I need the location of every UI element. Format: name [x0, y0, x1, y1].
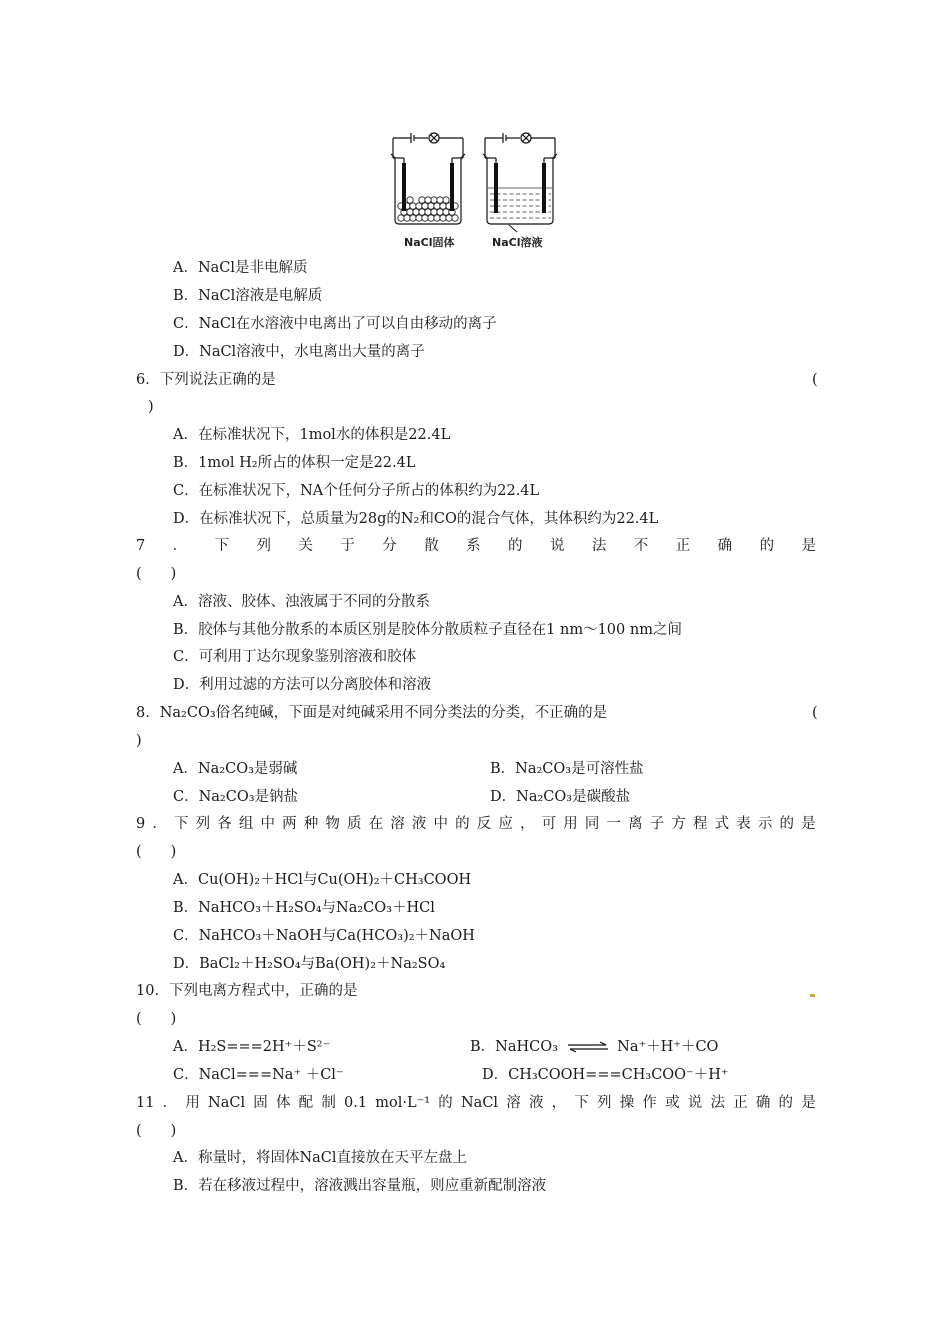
q6-stem: 6．下列说法正确的是 [136, 372, 276, 388]
q9-stem: 9 ． 下 列 各 组 中 两 种 物 质 在 溶 液 中 的 反 应 ， 可 用 同 一 离 子 方 程 式 表 示 的 是 [136, 816, 816, 832]
q8-option-d: D．Na₂CO₃是碳酸盐 [490, 789, 631, 805]
q7-paren: ( ) [136, 566, 177, 582]
q6-option-c: C．在标准状况下，NA个任何分子所占的体积约为22.4L [173, 483, 540, 499]
q11-option-b: B．若在移液过程中，溶液溅出容量瓶，则应重新配制溶液 [173, 1178, 547, 1194]
label-nacl-solid: NaCl固体 [404, 236, 455, 249]
q7-stem: 7 ． 下 列 关 于 分 散 系 的 说 法 不 正 确 的 是 [136, 538, 816, 554]
q8-option-c: C．Na₂CO₃是钠盐 [173, 789, 299, 805]
q9-option-d: D．BaCl₂＋H₂SO₄与Ba(OH)₂＋Na₂SO₄ [173, 956, 446, 972]
conductivity-diagram [383, 128, 563, 233]
q11-option-a: A．称量时，将固体NaCl直接放在天平左盘上 [173, 1150, 468, 1166]
q9-paren: ( ) [136, 844, 177, 860]
q5-option-b: B．NaCl溶液是电解质 [173, 288, 323, 304]
stray-mark [810, 994, 815, 997]
q8-option-a: A．Na₂CO₃是弱碱 [173, 761, 298, 777]
q10-option-b-left: B．NaHCO₃ [470, 1039, 558, 1055]
q7-option-a: A．溶液、胶体、浊液属于不同的分散系 [173, 594, 430, 610]
q10-option-a: A．H₂S===2H⁺＋S²⁻ [173, 1039, 331, 1055]
q11-stem: 11 ． 用 NaCl 固 体 配 制 0.1 mol·L⁻¹ 的 NaCl 溶 液 ， 下 列 操 作 或 说 法 正 确 的 是 [136, 1095, 816, 1111]
q5-option-d: D．NaCl溶液中，水电离出大量的离子 [173, 344, 425, 360]
q10-paren: ( ) [136, 1011, 177, 1027]
q9-option-b: B．NaHCO₃＋H₂SO₄与Na₂CO₃＋HCl [173, 900, 435, 916]
q7-option-c: C．可利用丁达尔现象鉴别溶液和胶体 [173, 649, 417, 665]
conductivity-figure [383, 128, 563, 253]
q6-paren-close: ) [148, 399, 154, 415]
q10-option-d: D．CH₃COOH===CH₃COO⁻＋H⁺ [482, 1067, 729, 1083]
q9-option-c: C．NaHCO₃＋NaOH与Ca(HCO₃)₂＋NaOH [173, 928, 475, 944]
q8-paren-open: ( [812, 705, 818, 721]
q7-option-d: D．利用过滤的方法可以分离胶体和溶液 [173, 677, 432, 693]
q6-option-a: A．在标准状况下，1mol水的体积是22.4L [173, 427, 451, 443]
q5-option-a: A．NaCl是非电解质 [173, 260, 308, 276]
q10-stem: 10．下列电离方程式中，正确的是 [136, 983, 358, 999]
q9-option-a: A．Cu(OH)₂＋HCl与Cu(OH)₂＋CH₃COOH [173, 872, 472, 888]
q7-option-b: B．胶体与其他分散系的本质区别是胶体分散质粒子直径在1 nm～100 nm之间 [173, 622, 682, 638]
q6-option-d: D．在标准状况下，总质量为28g的N₂和CO的混合气体，其体积约为22.4L [173, 511, 659, 527]
q6-paren-open: ( [812, 372, 818, 388]
q10-option-b [470, 1037, 718, 1057]
equilibrium-arrow-icon [566, 1041, 610, 1053]
q8-paren-close: ) [136, 733, 142, 749]
q8-stem: 8．Na₂CO₃俗名纯碱，下面是对纯碱采用不同分类法的分类，不正确的是 [136, 705, 608, 721]
q10-option-b-right: Na⁺＋H⁺＋CO [617, 1039, 719, 1055]
q11-paren: ( ) [136, 1123, 177, 1139]
q6-option-b: B．1mol H₂所占的体积一定是22.4L [173, 455, 416, 471]
label-nacl-solution: NaCl溶液 [492, 236, 543, 249]
solid-nacl-particles [398, 197, 458, 221]
q8-option-b: B．Na₂CO₃是可溶性盐 [490, 761, 644, 777]
q10-option-c: C．NaCl===Na⁺ ＋Cl⁻ [173, 1067, 344, 1083]
q5-option-c: C．NaCl在水溶液中电离出了可以自由移动的离子 [173, 316, 497, 332]
